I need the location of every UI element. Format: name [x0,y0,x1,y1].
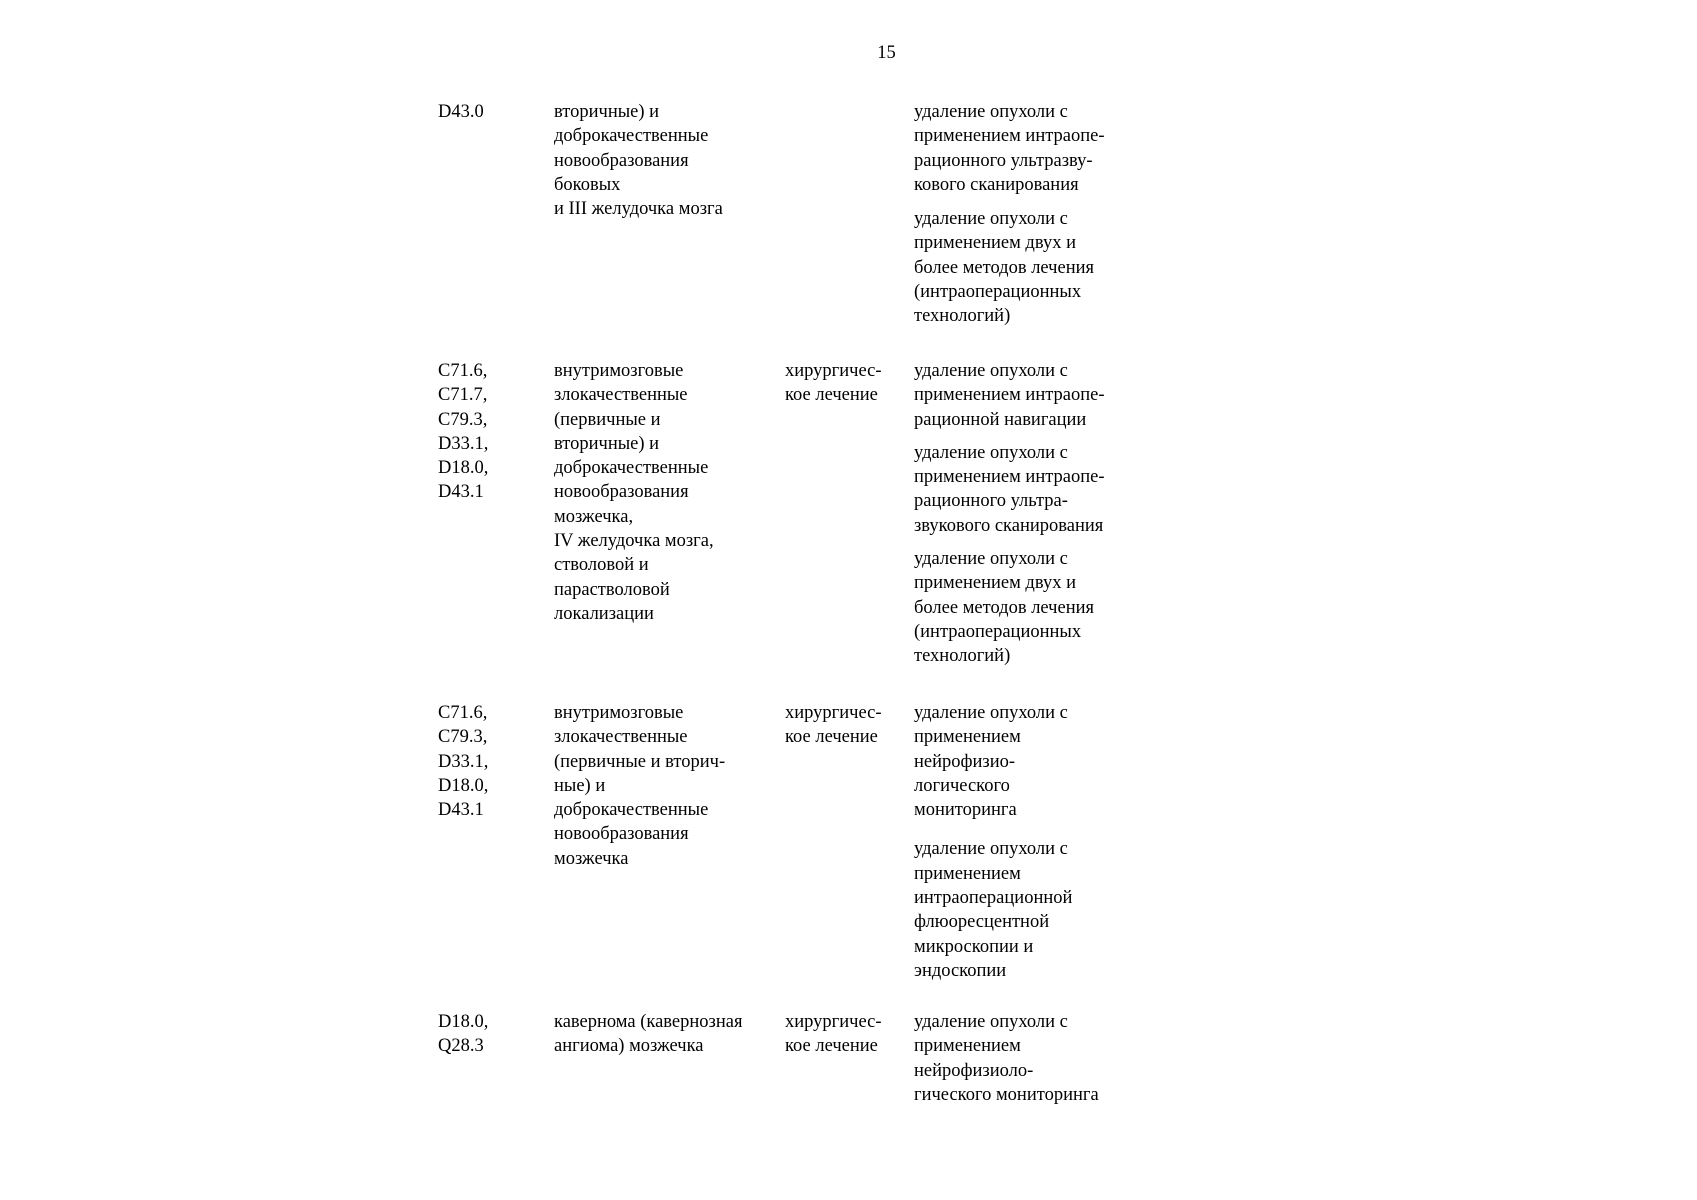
diagnosis-line: доброкачественные [554,126,709,147]
diagnosis-cell [554,701,776,871]
method-line: звукового сканирования [914,515,1104,536]
method-line: удаление опухоли с [914,703,1068,723]
method-line: удаление опухоли с [914,1012,1068,1032]
diagnosis-cell [554,1010,776,1059]
method-line: применением [914,727,1021,748]
method-line: применением [914,863,1021,884]
treatment-line: кое лечение [785,727,878,748]
diagnosis-line: локализации [554,603,654,624]
icd-code: C71.7, [438,385,488,406]
method-line: флюоресцентной [914,912,1050,933]
method-block [914,359,1154,432]
method-line: применением двух и [914,233,1076,254]
diagnosis-line: новообразования [554,150,689,171]
method-block [914,1010,1154,1107]
diagnosis-line: стволовой и [554,555,649,576]
method-line: удаление опухоли с [914,361,1068,381]
icd-code: C79.3, [438,409,488,430]
icd-code: D18.0, [438,775,489,796]
icd-code: C71.6, [438,361,488,381]
method-line: применением двух и [914,573,1076,594]
treatment-line: хирургичес- [785,361,882,381]
diagnosis-cell [554,100,776,221]
method-line: логического [914,775,1010,796]
icd-code: C71.6, [438,703,488,723]
icd-code: D18.0, [438,1012,489,1032]
diagnosis-line: внутримозговые [554,703,684,723]
method-line: мониторинга [914,800,1017,821]
diagnosis-line: мозжечка, [554,506,634,527]
method-line: технологий) [914,306,1011,327]
method-line: интраоперационной [914,888,1073,909]
diagnosis-line: ангиома) мозжечка [554,1036,704,1057]
method-line: применением интраопе- [914,467,1105,488]
table-row [438,1010,1158,1110]
treatment-line: хирургичес- [785,1012,882,1032]
treatment-table [438,100,1158,1110]
icd-codes-cell [438,359,548,505]
method-line: (интраоперационных [914,282,1082,303]
table-row [438,359,1158,701]
method-line: рационного ультра- [914,491,1068,512]
method-block [914,207,1154,328]
method-block [914,701,1154,822]
icd-code: D33.1, [438,433,489,454]
diagnosis-line: и III желудочка мозга [554,199,723,220]
method-block [914,100,1154,197]
diagnosis-line: парастволовой [554,579,670,600]
method-line: гического мониторинга [914,1084,1099,1105]
treatment-type-cell [785,1010,910,1059]
icd-code: Q28.3 [438,1036,484,1057]
diagnosis-line: новообразования [554,482,689,503]
method-line: эндоскопии [914,960,1007,981]
method-line: удаление опухоли с [914,209,1068,230]
icd-code: C79.3, [438,727,488,748]
diagnosis-line: IV желудочка мозга, [554,531,714,552]
method-line: более методов лечения [914,597,1095,618]
diagnosis-line: боковых [554,174,621,195]
method-line: нейрофизиоло- [914,1060,1034,1081]
table-row [438,100,1158,359]
method-line: применением интраопе- [914,385,1105,406]
treatment-line: кое лечение [785,385,878,406]
method-line: кового сканирования [914,174,1079,195]
method-line: рационной навигации [914,409,1087,430]
diagnosis-line: (первичные и [554,409,661,430]
method-cell [914,100,1154,329]
diagnosis-line: злокачественные [554,385,688,406]
diagnosis-line: ные) и [554,775,606,796]
icd-codes-cell [438,1010,548,1059]
treatment-type-cell [785,359,910,408]
method-cell [914,1010,1154,1107]
diagnosis-line: мозжечка [554,848,629,869]
icd-code: D43.1 [438,482,484,503]
method-cell [914,359,1154,669]
method-cell [914,701,1154,983]
diagnosis-cell [554,359,776,626]
icd-codes-cell [438,701,548,822]
diagnosis-line: кавернома (кавернозная [554,1012,743,1032]
diagnosis-line: злокачественные [554,727,688,748]
method-line: нейрофизио- [914,751,1016,772]
diagnosis-line: вторичные) и [554,433,660,454]
icd-code: D33.1, [438,751,489,772]
method-block [914,441,1154,538]
icd-code: D18.0, [438,458,489,479]
method-line: применением интраопе- [914,126,1105,147]
diagnosis-line: доброкачественные [554,458,709,479]
method-line: применением [914,1036,1021,1057]
method-line: микроскопии и [914,936,1034,957]
method-line: удаление опухоли с [914,839,1068,860]
diagnosis-line: (первичные и вторич- [554,751,726,772]
method-line: (интраоперационных [914,621,1082,642]
icd-code: D43.1 [438,800,484,821]
treatment-type-cell [785,701,910,750]
treatment-line: кое лечение [785,1036,878,1057]
page-number: 15 [877,43,896,63]
table-row [438,701,1158,1010]
icd-code: D43.0 [438,102,484,122]
method-line: технологий) [914,646,1011,667]
icd-codes-cell [438,100,548,124]
treatment-line: хирургичес- [785,703,882,723]
method-line: рационного ультразву- [914,150,1093,171]
method-block [914,837,1154,983]
method-line: удаление опухоли с [914,102,1068,122]
method-line: удаление опухоли с [914,442,1068,463]
diagnosis-line: новообразования [554,824,689,845]
method-line: удаление опухоли с [914,549,1068,570]
diagnosis-line: внутримозговые [554,361,684,381]
diagnosis-line: вторичные) и [554,102,660,122]
diagnosis-line: доброкачественные [554,800,709,821]
method-line: более методов лечения [914,257,1095,278]
method-block [914,547,1154,668]
